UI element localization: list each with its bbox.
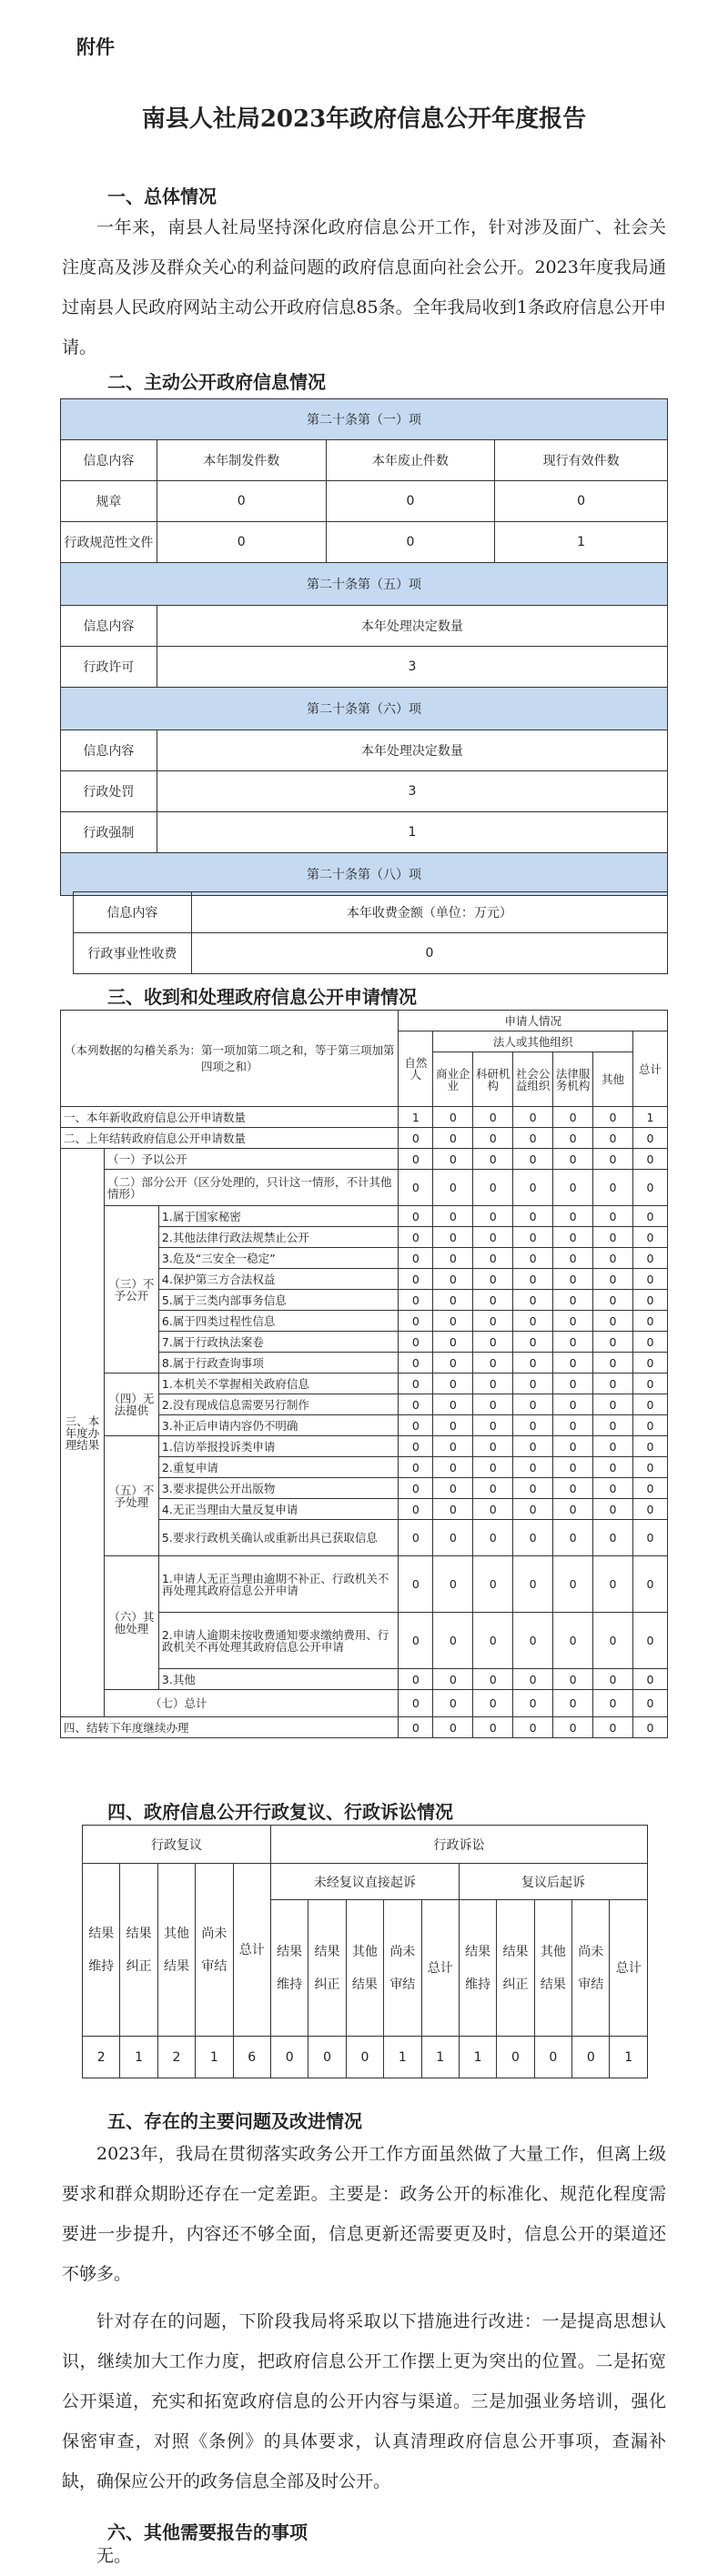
value-cell: 0 xyxy=(593,1556,633,1613)
value-cell: 0 xyxy=(473,1269,513,1290)
value-cell: 0 xyxy=(433,1128,473,1149)
direct-suit-header: 未经复议直接起诉 xyxy=(270,1864,459,1900)
value-cell: 0 xyxy=(632,1436,667,1457)
value-cell: 0 xyxy=(433,1107,473,1128)
sub-row-label: 3.其他 xyxy=(158,1669,399,1690)
legal-entity-header: 法人或其他组织 xyxy=(433,1031,633,1052)
value-cell: 0 xyxy=(433,1149,473,1170)
value-cell: 0 xyxy=(534,2037,571,2078)
sub-row-label: 2.没有现成信息需要另行制作 xyxy=(158,1394,399,1415)
value-cell: 0 xyxy=(553,1394,593,1415)
legal-col-header: 科研机构 xyxy=(473,1052,513,1107)
value-cell: 0 xyxy=(632,1613,667,1669)
header-cell: 本年处理决定数量 xyxy=(157,606,667,647)
value-cell: 0 xyxy=(497,2037,534,2078)
value-cell: 0 xyxy=(433,1556,473,1613)
value-cell: 0 xyxy=(157,522,326,563)
value-cell: 0 xyxy=(632,1170,667,1206)
value-cell: 0 xyxy=(433,1669,473,1690)
value-cell: 0 xyxy=(433,1353,473,1374)
value-cell: 0 xyxy=(513,1332,553,1353)
value-cell: 0 xyxy=(593,1436,633,1457)
value-cell: 0 xyxy=(593,1107,633,1128)
section-6-heading: 六、其他需要报告的事项 xyxy=(107,2521,308,2543)
value-cell: 0 xyxy=(593,1457,633,1478)
value-cell: 0 xyxy=(433,1457,473,1478)
value-cell: 0 xyxy=(433,1717,473,1738)
value-cell: 3 xyxy=(157,647,667,688)
col-header: 结果维持 xyxy=(459,1900,496,2037)
col-header: 尚未审结 xyxy=(384,1900,421,2037)
value-cell: 0 xyxy=(593,1669,633,1690)
value-cell: 0 xyxy=(399,1520,433,1556)
value-cell: 0 xyxy=(632,1499,667,1520)
value-cell: 0 xyxy=(399,1374,433,1394)
legal-col-header: 其他 xyxy=(593,1052,633,1107)
value-cell: 0 xyxy=(513,1457,553,1478)
value-cell: 0 xyxy=(593,1332,633,1353)
value-cell: 0 xyxy=(473,1457,513,1478)
value-cell: 0 xyxy=(157,481,326,522)
value-cell: 0 xyxy=(473,1227,513,1248)
value-cell: 0 xyxy=(632,1206,667,1227)
header-cell: 本年制发件数 xyxy=(157,440,326,481)
value-cell: 0 xyxy=(513,1520,553,1556)
value-cell: 0 xyxy=(553,1269,593,1290)
value-cell: 0 xyxy=(399,1457,433,1478)
sub-row-label: 7.属于行政执法案卷 xyxy=(158,1332,399,1353)
value-cell: 0 xyxy=(433,1613,473,1669)
col-header: 其他结果 xyxy=(534,1900,571,2037)
value-cell: 0 xyxy=(433,1170,473,1206)
value-cell: 0 xyxy=(473,1717,513,1738)
value-cell: 0 xyxy=(399,1394,433,1415)
section-1-heading: 一、总体情况 xyxy=(107,186,217,207)
value-cell: 1 xyxy=(632,1107,667,1128)
value-cell: 0 xyxy=(433,1206,473,1227)
value-cell: 0 xyxy=(433,1227,473,1248)
value-cell: 0 xyxy=(553,1436,593,1457)
band-item-6: 第二十条第（六）项 xyxy=(61,688,668,730)
header-cell: 本年废止件数 xyxy=(326,440,495,481)
sub-row-label: 1.本机关不掌握相关政府信息 xyxy=(158,1374,399,1394)
problems-paragraph-2: 针对存在的问题，下阶段我局将采取以下措施进行改进：一是提高思想认识，继续加大工作力度，把政府信息公开工作摆上更为突出的位置。二是拓宽公开渠道，充实和拓宽政府信息的公开内容与渠道。三是加强业务培训，强化保密审查，对照《条例》的具体要求，认真清理政府信息公开事项，查漏补缺，确保应公开的政务信息全部及时公开。 xyxy=(62,2311,666,2491)
value-cell: 0 xyxy=(513,1436,553,1457)
value-cell: 0 xyxy=(513,1353,553,1374)
col-header: 总计 xyxy=(233,1864,270,2037)
value-cell: 0 xyxy=(513,1613,553,1669)
value-cell: 0 xyxy=(593,1717,633,1738)
header-cell: 信息内容 xyxy=(74,892,192,933)
value-cell: 0 xyxy=(553,1206,593,1227)
value-cell: 0 xyxy=(513,1717,553,1738)
row-label: 行政规范性文件 xyxy=(61,522,157,563)
value-cell: 0 xyxy=(632,1290,667,1311)
value-cell: 0 xyxy=(473,1520,513,1556)
col-header: 结果纠正 xyxy=(120,1864,157,2037)
value-cell: 3 xyxy=(157,771,667,812)
row-partial: （二）部分公开（区分处理的，只计这一情形，不计其他情形） xyxy=(104,1170,398,1206)
review-header: 行政复议 xyxy=(83,1826,271,1864)
value-cell: 0 xyxy=(593,1520,633,1556)
value-cell: 0 xyxy=(473,1669,513,1690)
value-cell: 0 xyxy=(473,1613,513,1669)
value-cell: 0 xyxy=(399,1311,433,1332)
sub-row-label: 3.要求提供公开出版物 xyxy=(158,1478,399,1499)
value-cell: 0 xyxy=(513,1415,553,1436)
value-cell: 0 xyxy=(399,1128,433,1149)
col-header: 总计 xyxy=(421,1900,459,2037)
value-cell: 1 xyxy=(384,2037,421,2078)
col-header: 尚未审结 xyxy=(572,1900,610,2037)
header-cell: 现行有效件数 xyxy=(495,440,668,481)
value-cell: 0 xyxy=(399,1227,433,1248)
value-cell: 0 xyxy=(593,1499,633,1520)
value-cell: 0 xyxy=(399,1332,433,1353)
value-cell: 0 xyxy=(473,1394,513,1415)
value-cell: 0 xyxy=(593,1353,633,1374)
value-cell: 0 xyxy=(399,1613,433,1669)
value-cell: 0 xyxy=(593,1269,633,1290)
value-cell: 0 xyxy=(593,1613,633,1669)
section-4-heading: 四、政府信息公开行政复议、行政诉讼情况 xyxy=(107,1801,453,1823)
value-cell: 0 xyxy=(399,1149,433,1170)
group-unable-to-provide: （四）无法提供 xyxy=(104,1374,158,1436)
value-cell: 0 xyxy=(399,1415,433,1436)
value-cell: 0 xyxy=(632,1690,667,1717)
section-5-heading: 五、存在的主要问题及改进情况 xyxy=(107,2110,362,2132)
col-header: 结果纠正 xyxy=(308,1900,346,2037)
value-cell: 0 xyxy=(399,1290,433,1311)
value-cell: 0 xyxy=(513,1170,553,1206)
value-cell: 0 xyxy=(632,1227,667,1248)
value-cell: 1 xyxy=(421,2037,459,2078)
value-cell: 0 xyxy=(473,1149,513,1170)
value-cell: 0 xyxy=(553,1128,593,1149)
value-cell: 0 xyxy=(553,1457,593,1478)
value-cell: 0 xyxy=(593,1170,633,1206)
value-cell: 0 xyxy=(553,1499,593,1520)
value-cell: 0 xyxy=(632,1669,667,1690)
legal-col-header: 社会公益组织 xyxy=(513,1052,553,1107)
value-cell: 0 xyxy=(473,1436,513,1457)
value-cell: 0 xyxy=(553,1690,593,1717)
problems-paragraph-1: 2023年，我局在贯彻落实政务公开工作方面虽然做了大量工作，但离上级要求和群众期盼还存在一定差距。主要是：政务公开的标准化、规范化程度需要进一步提升，内容还不够全面，信息更新还需要更及时，信息公开的渠道还不够多。 xyxy=(62,2144,666,2284)
value-cell: 1 xyxy=(495,522,668,563)
sub-row-label: 1.申请人无正当理由逾期不补正、行政机关不再处理其政府信息公开申请 xyxy=(158,1556,399,1613)
sub-row-label: 3.危及“三安全一稳定” xyxy=(158,1248,399,1269)
value-cell: 1 xyxy=(610,2037,648,2078)
value-cell: 0 xyxy=(433,1499,473,1520)
proactive-disclosure-table xyxy=(60,398,668,896)
value-cell: 0 xyxy=(513,1556,553,1613)
value-cell: 1 xyxy=(399,1107,433,1128)
value-cell: 0 xyxy=(553,1311,593,1332)
value-cell: 0 xyxy=(308,2037,346,2078)
value-cell: 0 xyxy=(399,1206,433,1227)
value-cell: 0 xyxy=(473,1311,513,1332)
value-cell: 0 xyxy=(632,1394,667,1415)
review-litigation-table xyxy=(82,1825,648,2078)
value-cell: 0 xyxy=(553,1332,593,1353)
natural-person-header: 自然人 xyxy=(399,1031,433,1107)
value-cell: 0 xyxy=(553,1149,593,1170)
value-cell: 0 xyxy=(433,1332,473,1353)
sub-row-label: 3.补正后申请内容仍不明确 xyxy=(158,1415,399,1436)
value-cell: 0 xyxy=(399,1717,433,1738)
value-cell: 0 xyxy=(399,1690,433,1717)
value-cell: 0 xyxy=(473,1128,513,1149)
value-cell: 0 xyxy=(593,1690,633,1717)
value-cell: 0 xyxy=(553,1717,593,1738)
value-cell: 0 xyxy=(553,1478,593,1499)
row-subtotal: （七）总计 xyxy=(104,1690,398,1717)
value-cell: 0 xyxy=(473,1107,513,1128)
value-cell: 0 xyxy=(473,1206,513,1227)
value-cell: 0 xyxy=(513,1128,553,1149)
value-cell: 0 xyxy=(593,1227,633,1248)
value-cell: 0 xyxy=(399,1269,433,1290)
sub-row-label: 1.信访举报投诉类申请 xyxy=(158,1436,399,1457)
applicant-header: 申请人情况 xyxy=(399,1011,668,1031)
sub-row-label: 5.属于三类内部事务信息 xyxy=(158,1290,399,1311)
value-cell: 0 xyxy=(632,1311,667,1332)
value-cell: 0 xyxy=(593,1311,633,1332)
value-cell: 0 xyxy=(553,1556,593,1613)
row-new-applications: 一、本年新收政府信息公开申请数量 xyxy=(61,1107,399,1128)
value-cell: 0 xyxy=(593,1149,633,1170)
value-cell: 0 xyxy=(326,522,495,563)
value-cell: 0 xyxy=(632,1374,667,1394)
group-not-processed: （五）不予处理 xyxy=(104,1436,158,1556)
value-cell: 0 xyxy=(553,1248,593,1269)
value-cell: 0 xyxy=(326,481,495,522)
value-cell: 1 xyxy=(120,2037,157,2078)
sub-row-label: 4.无正当理由大量反复申请 xyxy=(158,1499,399,1520)
value-cell: 0 xyxy=(399,1353,433,1374)
value-cell: 0 xyxy=(553,1170,593,1206)
value-cell: 0 xyxy=(513,1227,553,1248)
total-header: 总计 xyxy=(632,1031,667,1107)
value-cell: 0 xyxy=(513,1248,553,1269)
value-cell: 0 xyxy=(513,1311,553,1332)
value-cell: 0 xyxy=(593,1394,633,1415)
value-cell: 0 xyxy=(513,1499,553,1520)
value-cell: 0 xyxy=(632,1478,667,1499)
value-cell: 0 xyxy=(473,1690,513,1717)
value-cell: 0 xyxy=(593,1478,633,1499)
value-cell: 0 xyxy=(513,1374,553,1394)
value-cell: 0 xyxy=(433,1269,473,1290)
value-cell: 0 xyxy=(399,1556,433,1613)
legal-col-header: 法律服务机构 xyxy=(553,1052,593,1107)
value-cell: 0 xyxy=(553,1353,593,1374)
col-header: 总计 xyxy=(610,1900,648,2037)
value-cell: 0 xyxy=(513,1478,553,1499)
value-cell: 0 xyxy=(433,1415,473,1436)
value-cell: 0 xyxy=(346,2037,383,2078)
value-cell: 0 xyxy=(473,1332,513,1353)
section-2-heading: 二、主动公开政府信息情况 xyxy=(107,371,326,393)
col-header: 结果纠正 xyxy=(497,1900,534,2037)
header-cell: 本年收费金额（单位：万元） xyxy=(191,892,667,933)
value-cell: 0 xyxy=(553,1227,593,1248)
value-cell: 0 xyxy=(270,2037,308,2078)
after-review-header: 复议后起诉 xyxy=(459,1864,647,1900)
band-item-5: 第二十条第（五）项 xyxy=(61,563,668,606)
sub-row-label: 2.申请人逾期未按收费通知要求缴纳费用、行政机关不再处理其政府信息公开申请 xyxy=(158,1613,399,1669)
corner-note: （本列数据的勾稽关系为：第一项加第二项之和，等于第三项加第四项之和） xyxy=(61,1011,399,1107)
value-cell: 0 xyxy=(473,1248,513,1269)
row-label: 行政处罚 xyxy=(61,771,157,812)
value-cell: 0 xyxy=(632,1717,667,1738)
value-cell: 0 xyxy=(632,1128,667,1149)
value-cell: 0 xyxy=(399,1170,433,1206)
value-cell: 1 xyxy=(196,2037,233,2078)
value-cell: 0 xyxy=(632,1353,667,1374)
value-cell: 0 xyxy=(593,1290,633,1311)
value-cell: 0 xyxy=(632,1520,667,1556)
value-cell: 0 xyxy=(632,1457,667,1478)
value-cell: 0 xyxy=(593,1206,633,1227)
value-cell: 2 xyxy=(83,2037,120,2078)
sub-row-label: 5.要求行政机关确认或重新出具已获取信息 xyxy=(158,1520,399,1556)
value-cell: 0 xyxy=(513,1669,553,1690)
row-disclosed: （一）予以公开 xyxy=(104,1149,398,1170)
value-cell: 0 xyxy=(433,1520,473,1556)
value-cell: 6 xyxy=(233,2037,270,2078)
overview-paragraph: 一年来，南县人社局坚持深化政府信息公开工作，针对涉及面广、社会关注度高及涉及群众关心的利益问题的政府信息面向社会公开。2023年度我局通过南县人民政府网站主动公开政府信息85条。全年我局收到1条政府信息公开申请。 xyxy=(62,217,666,357)
value-cell: 0 xyxy=(433,1248,473,1269)
row-label: 行政事业性收费 xyxy=(74,933,192,974)
value-cell: 0 xyxy=(433,1436,473,1457)
row-carry-forward: 四、结转下年度继续办理 xyxy=(61,1717,399,1738)
report-title: 南县人社局2023年政府信息公开年度报告 xyxy=(141,106,587,133)
row-label: 行政许可 xyxy=(61,647,157,688)
value-cell: 0 xyxy=(632,1332,667,1353)
header-cell: 信息内容 xyxy=(61,730,157,771)
value-cell: 0 xyxy=(632,1415,667,1436)
value-cell: 0 xyxy=(473,1353,513,1374)
value-cell: 0 xyxy=(593,1415,633,1436)
value-cell: 0 xyxy=(593,1248,633,1269)
value-cell: 0 xyxy=(433,1374,473,1394)
fee-table xyxy=(73,891,668,974)
value-cell: 0 xyxy=(553,1415,593,1436)
header-cell: 信息内容 xyxy=(61,440,157,481)
row-carried-over: 二、上年结转政府信息公开申请数量 xyxy=(61,1128,399,1149)
value-cell: 0 xyxy=(513,1107,553,1128)
col-header: 结果维持 xyxy=(83,1864,120,2037)
value-cell: 0 xyxy=(632,1269,667,1290)
value-cell: 0 xyxy=(433,1690,473,1717)
value-cell: 2 xyxy=(157,2037,195,2078)
value-cell: 0 xyxy=(473,1556,513,1613)
value-cell: 0 xyxy=(399,1478,433,1499)
value-cell: 0 xyxy=(593,1128,633,1149)
section-3-heading: 三、收到和处理政府信息公开申请情况 xyxy=(107,986,417,1008)
row-label: 规章 xyxy=(61,481,157,522)
value-cell: 0 xyxy=(632,1248,667,1269)
value-cell: 0 xyxy=(399,1436,433,1457)
application-table xyxy=(60,1010,668,1738)
value-cell: 0 xyxy=(632,1149,667,1170)
col-header: 结果维持 xyxy=(270,1900,308,2037)
value-cell: 0 xyxy=(473,1374,513,1394)
band-item-1: 第二十条第（一）项 xyxy=(61,399,668,440)
results-group-label: 三、本年度办理结果 xyxy=(61,1149,105,1717)
value-cell: 0 xyxy=(553,1107,593,1128)
value-cell: 0 xyxy=(473,1478,513,1499)
header-cell: 本年处理决定数量 xyxy=(157,730,667,771)
value-cell: 0 xyxy=(513,1269,553,1290)
group-other-processing: （六）其他处理 xyxy=(104,1556,158,1690)
legal-col-header: 商业企业 xyxy=(433,1052,473,1107)
value-cell: 0 xyxy=(495,481,668,522)
value-cell: 0 xyxy=(433,1311,473,1332)
value-cell: 0 xyxy=(513,1690,553,1717)
sub-row-label: 6.属于四类过程性信息 xyxy=(158,1311,399,1332)
value-cell: 0 xyxy=(572,2037,610,2078)
value-cell: 0 xyxy=(593,1374,633,1394)
value-cell: 0 xyxy=(513,1290,553,1311)
value-cell: 0 xyxy=(191,933,667,974)
value-cell: 0 xyxy=(399,1669,433,1690)
value-cell: 0 xyxy=(399,1499,433,1520)
value-cell: 0 xyxy=(473,1415,513,1436)
other-matters-text: 无。 xyxy=(96,2546,132,2566)
sub-row-label: 8.属于行政查询事项 xyxy=(158,1353,399,1374)
value-cell: 0 xyxy=(553,1290,593,1311)
group-not-disclosed: （三）不予公开 xyxy=(104,1206,158,1374)
litigation-header: 行政诉讼 xyxy=(270,1826,647,1864)
value-cell: 0 xyxy=(473,1499,513,1520)
value-cell: 0 xyxy=(473,1290,513,1311)
value-cell: 1 xyxy=(459,2037,496,2078)
value-cell: 1 xyxy=(157,812,667,853)
value-cell: 0 xyxy=(433,1290,473,1311)
value-cell: 0 xyxy=(473,1170,513,1206)
value-cell: 0 xyxy=(399,1248,433,1269)
sub-row-label: 2.其他法律行政法规禁止公开 xyxy=(158,1227,399,1248)
value-cell: 0 xyxy=(553,1613,593,1669)
value-cell: 0 xyxy=(632,1556,667,1613)
value-cell: 0 xyxy=(553,1669,593,1690)
sub-row-label: 1.属于国家秘密 xyxy=(158,1206,399,1227)
band-item-8: 第二十条第（八）项 xyxy=(61,853,668,896)
value-cell: 0 xyxy=(553,1520,593,1556)
value-cell: 0 xyxy=(433,1478,473,1499)
col-header: 尚未审结 xyxy=(196,1864,233,2037)
value-cell: 0 xyxy=(433,1394,473,1415)
value-cell: 0 xyxy=(513,1149,553,1170)
header-cell: 信息内容 xyxy=(61,606,157,647)
sub-row-label: 4.保护第三方合法权益 xyxy=(158,1269,399,1290)
value-cell: 0 xyxy=(553,1374,593,1394)
col-header: 其他结果 xyxy=(346,1900,383,2037)
row-label: 行政强制 xyxy=(61,812,157,853)
value-cell: 0 xyxy=(513,1394,553,1415)
sub-row-label: 2.重复申请 xyxy=(158,1457,399,1478)
attachment-label: 附件 xyxy=(76,36,115,58)
col-header: 其他结果 xyxy=(157,1864,195,2037)
value-cell: 0 xyxy=(513,1206,553,1227)
